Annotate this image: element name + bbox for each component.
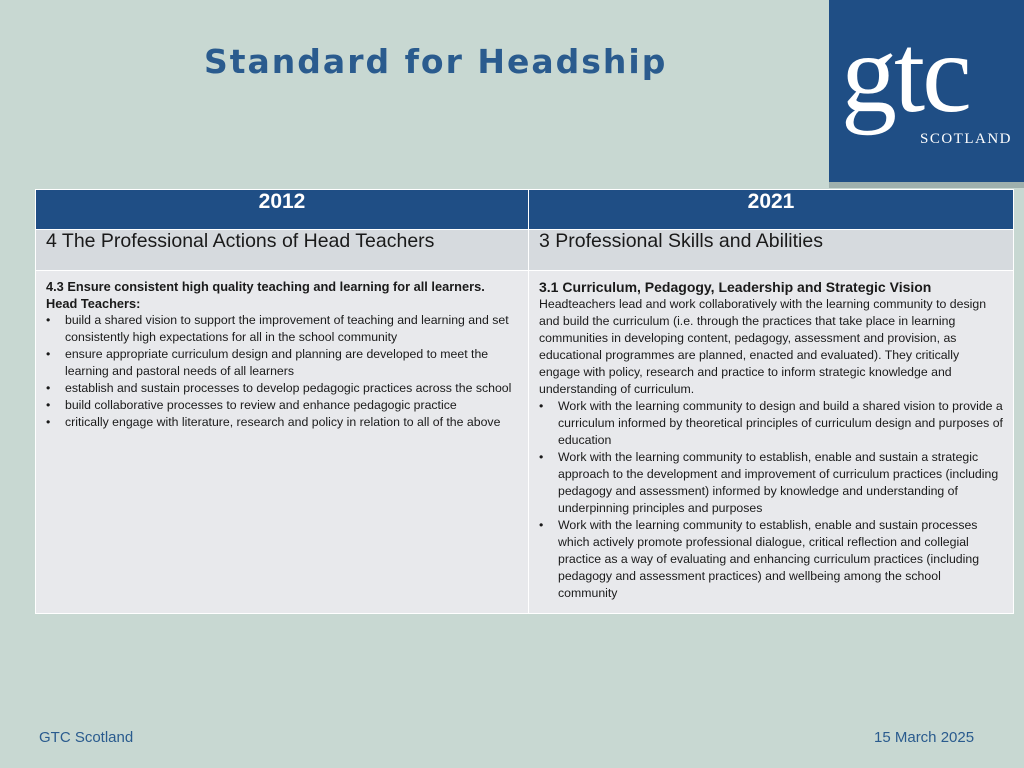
gtc-scotland-logo [829, 0, 1024, 182]
year-header-row [36, 190, 1014, 230]
list-item: • Work with the learning community to design and build a shared vision to provide a curriculum informed by theoretical principles of curriculum design and purposes of education [539, 398, 1003, 449]
slide-title: Standard for Headship [204, 42, 668, 81]
list-item: • Work with the learning community to establish, enable and sustain a strategic approach to the development and improvement of curriculum practices (including pedagogy and assessment) informed by knowledge and understanding of underpinning principles and purposes [539, 449, 1003, 517]
right-intro: Headteachers lead and work collaboratively with the learning community to design and build the curriculum (i.e. through the practices that take place in learning communities in developing content, pedagogy, assessment and provision, as educational programmes are planned, enacted and evaluated). They critically engage with policy, research and practice to inform strategic knowledge and understanding of curriculum. [539, 297, 987, 396]
content-cell-2012 [36, 271, 529, 614]
left-subheading: Head Teachers: [46, 296, 141, 311]
right-bullet-list [539, 398, 1003, 602]
footer-date: 15 March 2025 [874, 729, 975, 746]
right-heading: 3.1 Curriculum, Pedagogy, Leadership and Strategic Vision [539, 279, 932, 295]
list-item: • build collaborative processes to review and enhance pedagogic practice [46, 397, 518, 414]
left-bullet-list [46, 312, 518, 431]
list-item: • establish and sustain processes to develop pedagogic practices across the school [46, 380, 518, 397]
comparison-table [35, 189, 1014, 614]
list-item: • Work with the learning community to establish, enable and sustain processes which actively promote professional dialogue, critical reflection and collegial practice as a way of evaluating and enhancing curriculum practices (including pedagogy and assessment practices) and wellbeing among the school community [539, 517, 1003, 602]
list-item: • critically engage with literature, research and policy in relation to all of the above [46, 414, 518, 431]
logo-subtitle: SCOTLAND [920, 131, 1013, 147]
column-header-2021: 2021 [529, 190, 1014, 230]
list-item: • build a shared vision to support the improvement of teaching and learning and set consistently high expectations for all in the school community [46, 312, 518, 346]
column-header-2012: 2012 [36, 190, 529, 230]
section-title-row [36, 230, 1014, 271]
left-heading: 4.3 Ensure consistent high quality teaching and learning for all learners. [46, 279, 485, 294]
logo-wordmark: gtc [841, 12, 969, 136]
content-cell-2021 [529, 271, 1014, 614]
footer-organisation: GTC Scotland [39, 729, 134, 746]
list-item: • ensure appropriate curriculum design and planning are developed to meet the learning and pastoral needs of all learners [46, 346, 518, 380]
section-title-2021: 3 Professional Skills and Abilities [529, 230, 1014, 271]
section-title-2012: 4 The Professional Actions of Head Teachers [36, 230, 529, 271]
content-row [36, 271, 1014, 614]
